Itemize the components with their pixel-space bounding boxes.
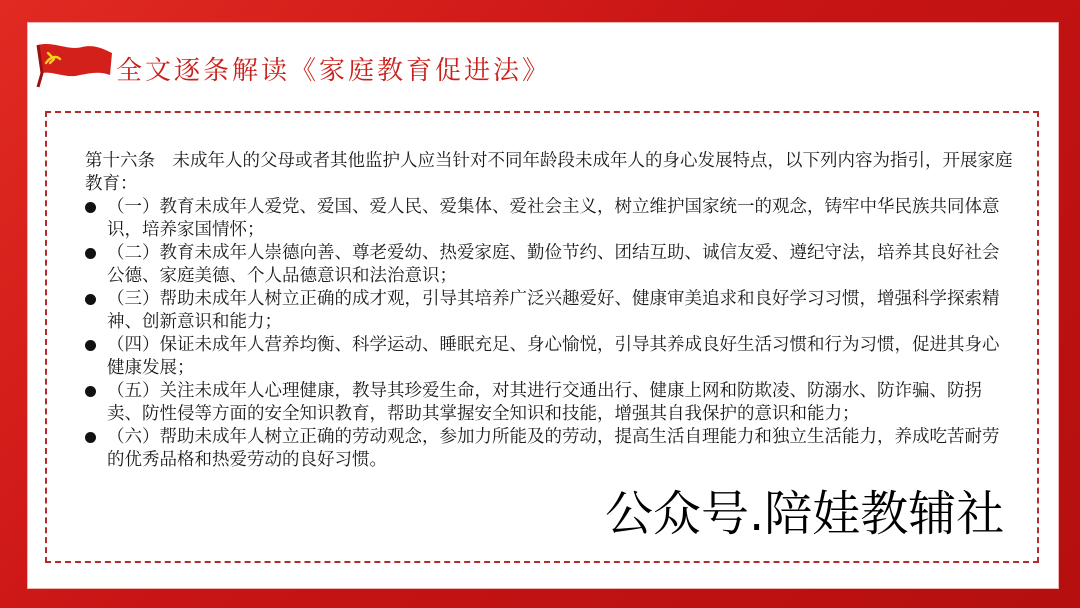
bullet-icon (85, 248, 96, 259)
list-item-text: （五）关注未成年人心理健康，教导其珍爱生命，对其进行交通出行、健康上网和防欺凌、防溺水、防诈骗、防拐卖、防性侵等方面的安全知识教育，帮助其掌握安全知识和技能，增强其自我保护的意识和能力； (107, 381, 982, 424)
bullet-icon (85, 340, 96, 351)
article-content (85, 150, 1015, 472)
list-item (85, 288, 1015, 334)
list-item-text: （二）教育未成年人崇德向善、尊老爱幼、热爱家庭、勤俭节约、团结互助、诚信友爱、遵纪守法，培养其良好社会公德、家庭美德、个人品德意识和法治意识； (107, 243, 1000, 286)
list-item-text: （四）保证未成年人营养均衡、科学运动、睡眠充足、身心愉悦，引导其养成良好生活习惯和行为习惯，促进其身心健康发展； (107, 335, 1000, 378)
article-item-list (85, 196, 1015, 472)
bullet-icon (85, 432, 96, 443)
party-flag-icon (34, 41, 114, 91)
watermark-text: 公众号.陪娃教辅社 (605, 486, 1005, 542)
bullet-icon (85, 386, 96, 397)
list-item-text: （六）帮助未成年人树立正确的劳动观念，参加力所能及的劳动，提高生活自理能力和独立生活能力，养成吃苦耐劳的优秀品格和热爱劳动的良好习惯。 (107, 427, 1000, 470)
page-title: 全文逐条解读《家庭教育促进法》 (116, 56, 552, 86)
list-item (85, 196, 1015, 242)
article-intro: 第十六条 未成年人的父母或者其他监护人应当针对不同年龄段未成年人的身心发展特点，以下列内容为指引，开展家庭教育： (85, 151, 1013, 194)
bullet-icon (85, 294, 96, 305)
list-item-text: （一）教育未成年人爱党、爱国、爱人民、爱集体、爱社会主义，树立维护国家统一的观念，铸牢中华民族共同体意识，培养家国情怀； (107, 197, 1000, 240)
list-item-text: （三）帮助未成年人树立正确的成才观，引导其培养广泛兴趣爱好、健康审美追求和良好学习习惯，增强科学探索精神、创新意识和能力； (107, 289, 1000, 332)
list-item (85, 380, 1015, 426)
list-item (85, 426, 1015, 472)
list-item (85, 242, 1015, 288)
list-item (85, 334, 1015, 380)
bullet-icon (85, 202, 96, 213)
